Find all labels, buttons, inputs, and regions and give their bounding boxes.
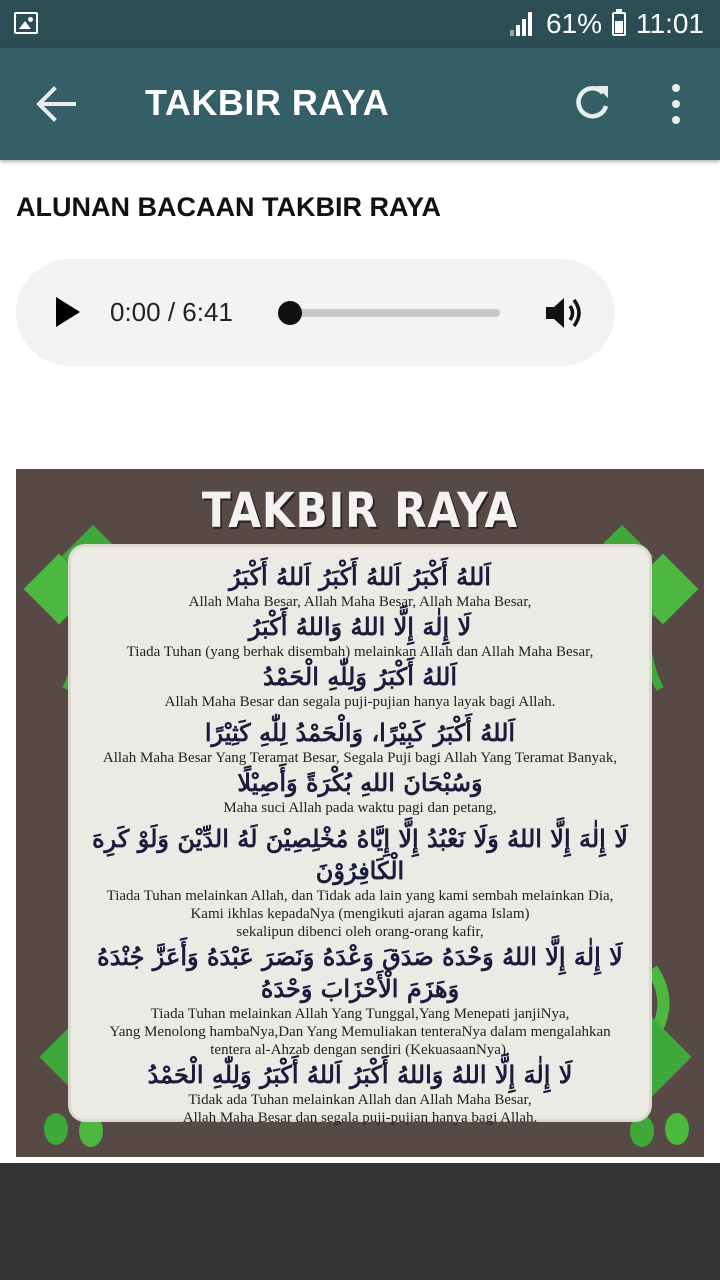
poster-title: TAKBIR RAYA — [201, 483, 519, 539]
signal-icon — [510, 12, 536, 36]
arabic-line: اَللهُ أَكْبَرُ اَللهُ أَكْبَرُ اَللهُ أَكْبَرُ — [229, 562, 491, 591]
more-vert-icon[interactable] — [662, 82, 690, 126]
arabic-line: لَا إِلٰهَ إِلَّا اللهُ وَلَا نَعْبُدُ إِلَّا إِيَّاهُ مُخْلِصِيْنَ لَهُ الدِّيْنَ وَلَوْ كَرِهَ الْكَافِرُوْنَ — [92, 824, 628, 885]
translation-line: Maha suci Allah pada waktu pagi dan petang, — [223, 800, 497, 816]
translation-line: tentera al-Ahzab dengan sendiri (KekuasaanNya), — [210, 1042, 510, 1058]
status-right — [510, 0, 704, 48]
refresh-icon[interactable] — [572, 82, 612, 122]
bottom-area — [0, 1163, 720, 1280]
battery-icon — [612, 12, 626, 36]
play-icon[interactable] — [56, 297, 80, 327]
audio-player — [16, 259, 615, 366]
clock: 11:01 — [636, 8, 704, 39]
volume-icon[interactable] — [544, 295, 588, 331]
translation-line: Yang Menolong hambaNya,Dan Yang Memuliakan tenteraNya dalam mengalahkan — [109, 1024, 611, 1040]
poster-panel — [71, 547, 649, 1126]
arabic-line: وَسُبْحَانَ اللهِ بُكْرَةً وَأَصِيْلًا — [237, 768, 483, 797]
page-title: TAKBIR RAYA — [145, 82, 390, 123]
translation-line: Tidak ada Tuhan melainkan Allah dan Allah Maha Besar, — [188, 1092, 532, 1108]
translation-line: Allah Maha Besar Yang Teramat Besar, Segala Puji bagi Allah Yang Teramat Banyak, — [102, 750, 618, 766]
takbir-poster-image — [16, 469, 704, 1157]
translation-line: Allah Maha Besar, Allah Maha Besar, Allah Maha Besar, — [188, 594, 532, 610]
app-bar — [0, 48, 720, 160]
translation-line: Tiada Tuhan melainkan Allah, dan Tidak ada lain yang kami sembah melainkan Dia, — [106, 888, 614, 904]
image-icon — [14, 12, 38, 34]
arabic-line: لَا إِلٰهَ إِلَّا اللهُ وَاللهُ أَكْبَرُ — [248, 612, 472, 641]
battery-percent: 61% — [545, 8, 602, 39]
playback-time: 0:00 / 6:41 — [110, 297, 233, 327]
section-heading: ALUNAN BACAAN TAKBIR RAYA — [16, 192, 442, 222]
poster-text — [71, 561, 649, 1127]
translation-line: sekalipun dibenci oleh orang-orang kafir, — [236, 924, 484, 940]
seek-thumb[interactable] — [278, 301, 302, 325]
arrow-back-icon[interactable] — [34, 84, 78, 124]
arabic-line: اَللهُ أَكْبَرُ كَبِيْرًا، وَالْحَمْدُ لِلّٰهِ كَثِيْرًا — [204, 718, 516, 747]
translation-line: Allah Maha Besar dan segala puji-pujian hanya bagi Allah. — [182, 1110, 538, 1126]
translation-line: Tiada Tuhan (yang berhak disembah) melainkan Allah dan Allah Maha Besar, — [126, 644, 594, 660]
translation-line: Allah Maha Besar dan segala puji-pujian hanya layak bagi Allah. — [164, 694, 556, 710]
translation-line: Tiada Tuhan melainkan Allah Yang Tunggal,Yang Menepati janjiNya, — [150, 1006, 570, 1022]
translation-line: Kami ikhlas kepadaNya (mengikuti ajaran agama Islam) — [190, 906, 530, 922]
status-bar — [0, 0, 720, 48]
arabic-line: اَللهُ أَكْبَرُ وَلِلّٰهِ الْحَمْدُ — [262, 662, 458, 691]
arabic-line: لَا إِلٰهَ إِلَّا اللهُ وَاللهُ أَكْبَرُ اَللهُ أَكْبَرُ وَلِلّٰهِ الْحَمْدُ — [147, 1060, 573, 1089]
seek-bar[interactable] — [289, 309, 500, 317]
arabic-line: لَا إِلٰهَ إِلَّا اللهُ وَحْدَهُ صَدَقَ وَعْدَهُ وَنَصَرَ عَبْدَهُ وَأَعَزَّ جُنْدَهُ وَهَزَمَ الْأَحْزَابَ وَحْدَهُ — [97, 942, 623, 1003]
